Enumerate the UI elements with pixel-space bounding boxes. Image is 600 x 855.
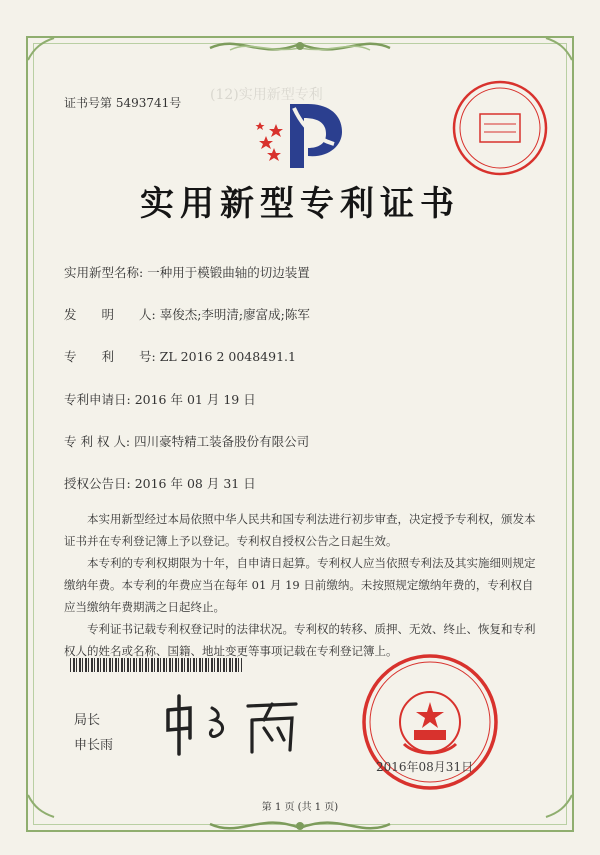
watermark-text: (12)实用新型专利 <box>210 87 323 103</box>
patent-number-value: ZL 2016 2 0048491.1 <box>159 349 296 364</box>
top-right-seal <box>448 76 552 180</box>
handwritten-signature <box>160 690 310 760</box>
grant-date-label: 授权公告日: <box>64 476 131 491</box>
certificate-number <box>64 94 181 111</box>
seal-date: 2016年08月31日 <box>376 760 474 774</box>
page-footer: 第 1 页 (共 1 页) <box>261 802 339 813</box>
body-paragraph-1: 本实用新型经过本局依照中华人民共和国专利法进行初步审查，决定授予专利权，颁发本证书并在专利登记簿上予以登记。专利权自授权公告之日起生效。 <box>64 512 536 548</box>
inventor-row <box>64 305 310 323</box>
filing-date-value: 2016 年 01 月 19 日 <box>134 392 256 407</box>
certificate-number-value: 5493741 <box>115 96 170 110</box>
body-paragraph-3: 专利证书记载专利权登记时的法律状况。专利权的转移、质押、无效、终止、恢复和专利权人的姓名或名称、国籍、地址变更等事项记载在专利登记簿上。 <box>64 622 536 658</box>
inventor-value: 辜俊杰;李明清;廖富成;陈军 <box>159 307 310 322</box>
director-role: 局长 <box>74 713 101 728</box>
patent-number-row <box>64 347 296 365</box>
certificate-number-label: 证书号第 <box>64 96 113 110</box>
patent-number-label: 专 利 号: <box>64 349 156 364</box>
patentee-value: 四川豪特精工装备股份有限公司 <box>134 434 310 449</box>
body-paragraph-2: 本专利的专利权期限为十年，自申请日起算。专利权人应当依照专利法及其实施细则规定缴纳年费。本专利的年费应当在每年 01 月 19 日前缴纳。未按照规定缴纳年费的，专利权自应当缴纳年费期满之日起终止。 <box>64 556 536 614</box>
inventor-label: 发 明 人: <box>64 307 156 322</box>
director-name: 申长雨 <box>74 738 114 753</box>
certificate-number-suffix: 号 <box>169 96 182 110</box>
patent-office-logo-icon <box>252 96 352 174</box>
certificate-title: 实用新型专利证书 <box>140 184 460 224</box>
utility-model-name-label: 实用新型名称: <box>64 265 144 280</box>
grant-date-row <box>64 474 256 492</box>
utility-model-name-row <box>64 263 310 281</box>
patentee-label: 专 利 权 人: <box>64 434 131 449</box>
barcode <box>70 658 242 672</box>
filing-date-row <box>64 390 256 408</box>
patentee-row <box>64 432 309 450</box>
filing-date-label: 专利申请日: <box>64 392 131 407</box>
utility-model-name-value: 一种用于模锻曲轴的切边装置 <box>147 265 310 280</box>
grant-date-value: 2016 年 08 月 31 日 <box>134 476 256 491</box>
